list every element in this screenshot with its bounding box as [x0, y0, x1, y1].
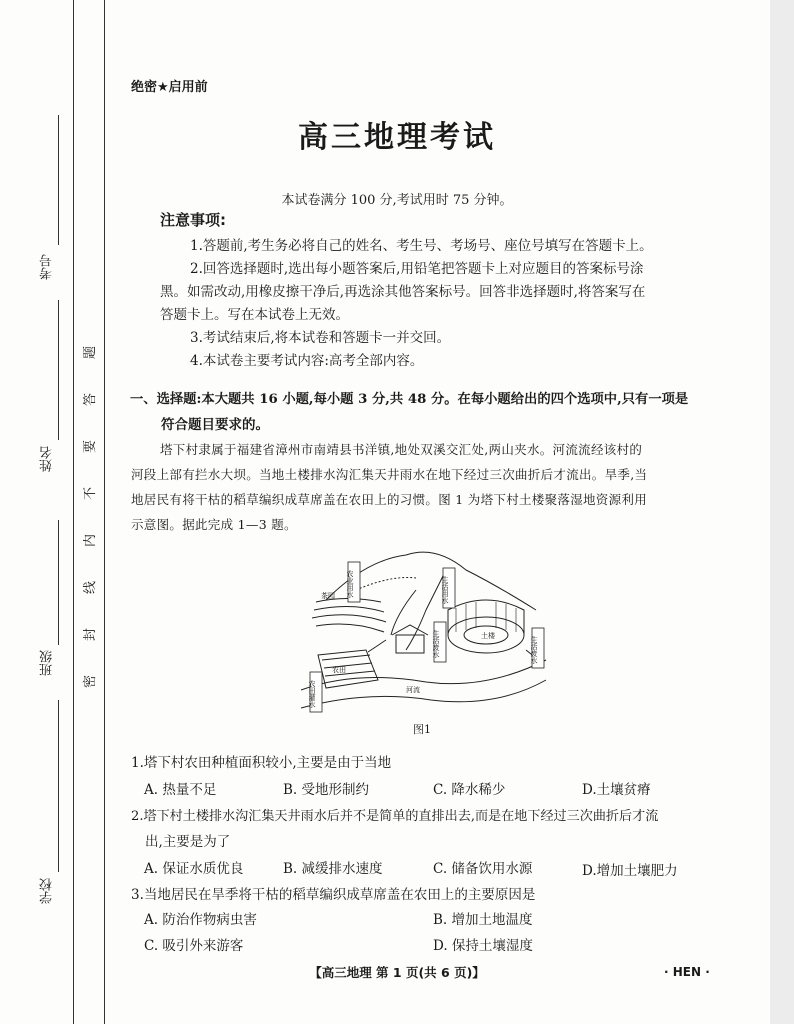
exam-subtitle: 本试卷满分 100 分,考试用时 75 分钟。: [281, 193, 513, 208]
field-label: 农田: [332, 666, 346, 674]
seal-char: 封: [83, 627, 99, 642]
seal-char: 要: [83, 439, 99, 454]
notice-line: 4.本试卷主要考试内容:高考全部内容。: [190, 353, 424, 369]
seal-char: 不: [83, 486, 99, 501]
paper-code: · HEN ·: [664, 965, 710, 979]
name-label: 姓名: [40, 446, 55, 472]
notice-title: 注意事项:: [160, 211, 226, 229]
passage-line: 塔下村隶属于福建省漳州市南靖县书洋镇,地处双溪交汇处,两山夹水。河流流经该村的: [160, 442, 643, 457]
river-lower: [301, 680, 546, 708]
secret-mark: 绝密★启用前: [131, 80, 208, 95]
class-label: 班级: [40, 650, 55, 676]
exam-title: 高三地理考试: [298, 120, 496, 155]
section-heading: 一、选择题:本大题共 16 小题,每小题 3 分,共 48 分。在每小题给出的四个选项中,只有一项是: [130, 392, 689, 407]
page-footer: 【高三地理 第 1 页(共 6 页)】: [309, 965, 485, 980]
school-label: 学校: [40, 878, 55, 904]
q1-option-d[interactable]: D.土壤贫瘠: [582, 782, 651, 798]
q1-option-a[interactable]: A. 热量不足: [144, 782, 217, 798]
q3-option-c[interactable]: C. 吸引外来游客: [144, 938, 244, 954]
q3-option-b[interactable]: B. 增加土地温度: [433, 912, 533, 928]
q2-option-a[interactable]: A. 保证水质优良: [144, 861, 244, 877]
waste-water-label-2: 生活废水: [530, 636, 538, 664]
q1-option-c[interactable]: C. 降水稀少: [433, 782, 506, 798]
question-1-stem: 1.塔下村农田种植面积较小,主要是由于当地: [131, 755, 392, 771]
q2-option-b[interactable]: B. 减缓排水速度: [283, 861, 383, 877]
seal-char: 线: [83, 580, 99, 595]
class-field[interactable]: [58, 520, 59, 645]
notice-line: 黑。如需改动,用橡皮擦干净后,再选涂其他答案标号。回答非选择题时,将答案写在: [160, 284, 646, 300]
q2-option-c[interactable]: C. 储备饮用水源: [433, 861, 533, 877]
section-heading-cont: 符合题目要求的。: [161, 417, 269, 433]
waste-water-label-1: 生活废水: [432, 630, 440, 658]
passage-line: 河段上部有拦水大坝。当地土楼排水沟汇集天井雨水在地下经过三次曲折后才流出。旱季,当: [131, 467, 648, 482]
question-2-stem-cont: 出,主要是为了: [145, 834, 231, 850]
notice-line: 1.答题前,考生务必将自己的姓名、考生号、考场号、座位号填写在答题卡上。: [190, 238, 653, 254]
question-3-stem: 3.当地居民在旱季将干枯的稻草编织成草席盖在农田上的主要原因是: [131, 887, 536, 903]
notice-line: 2.回答选择题时,选出每小题答案后,用铅笔把答题卡上对应题目的答案标号涂: [190, 261, 644, 277]
seal-char: 题: [83, 345, 99, 360]
q2-option-d[interactable]: D.增加土壤肥力: [582, 863, 678, 879]
name-field[interactable]: [58, 300, 59, 440]
wetland-diagram: [296, 540, 548, 718]
tea-label: 茶园: [321, 592, 335, 600]
river-label: 河流: [406, 686, 420, 694]
seal-char: 密: [83, 674, 99, 689]
notice-line: 3.考试结束后,将本试卷和答题卡一并交回。: [190, 330, 451, 346]
passage-line: 示意图。据此完成 1—3 题。: [131, 517, 297, 532]
seal-char: 内: [83, 533, 99, 548]
life-water-label: 生活用水: [441, 576, 449, 604]
farm-water-label: 农业用水: [346, 570, 354, 598]
q3-option-a[interactable]: A. 防治作物病虫害: [144, 912, 257, 928]
q3-option-d[interactable]: D. 保持土壤湿度: [433, 938, 533, 954]
figure-caption: 图1: [413, 723, 431, 736]
q1-option-b[interactable]: B. 受地形制约: [283, 782, 370, 798]
tulou-label: 土楼: [481, 632, 495, 640]
notice-line: 答题卡上。写在本试卷上无效。: [160, 307, 349, 323]
viewer-background: [770, 0, 794, 1024]
passage-line: 地居民有将干枯的稻草编织成草席盖在农田上的习惯。图 1 为塔下村土楼聚落湿地资源利用: [131, 492, 648, 507]
seal-char: 答: [83, 392, 99, 407]
irrigation-label: 农田灌水: [308, 680, 316, 708]
question-2-stem: 2.塔下村土楼排水沟汇集天井雨水后并不是简单的直排出去,而是在地下经过三次曲折后才流: [131, 809, 659, 824]
exam-no-label: 考号: [40, 254, 55, 280]
